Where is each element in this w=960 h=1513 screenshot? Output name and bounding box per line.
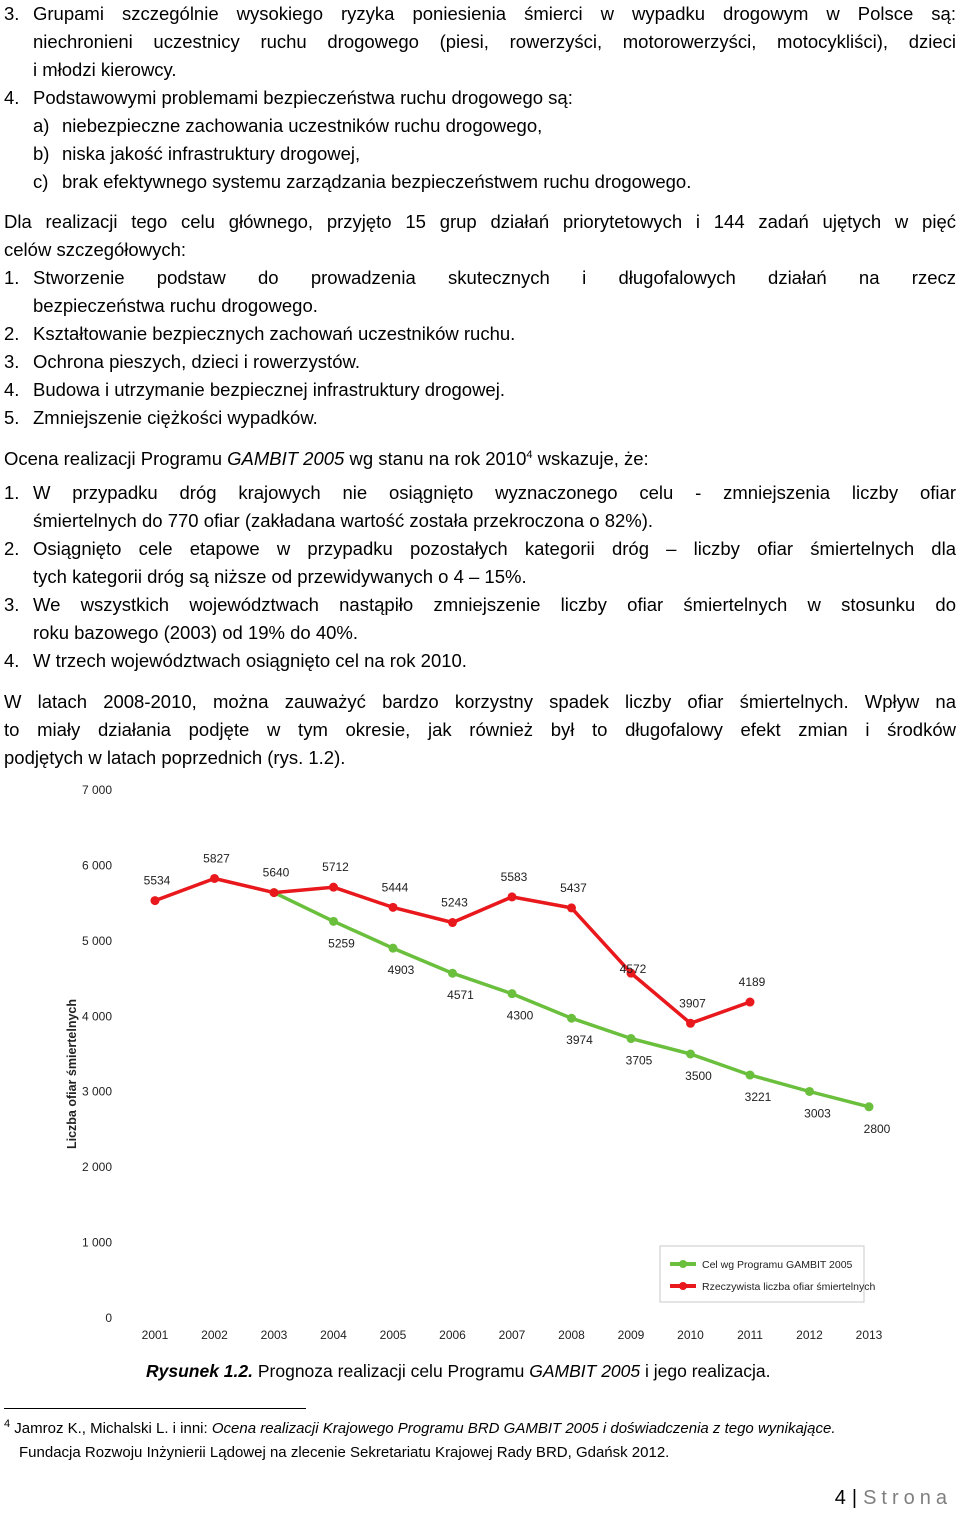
x-tick-label: 2011 bbox=[737, 1328, 763, 1342]
list-number: 2. bbox=[4, 323, 20, 344]
data-point bbox=[567, 903, 576, 912]
legend-swatch-marker bbox=[679, 1260, 687, 1268]
data-point bbox=[448, 969, 457, 978]
sublist-item: niska jakość infrastruktury drogowej, bbox=[62, 143, 361, 164]
summary-line: to miały działania podjęte w tym okresie, jak również był to długofalowy efekt zmian i środków bbox=[4, 719, 956, 740]
y-tick-label: 7 000 bbox=[81, 783, 112, 797]
sublist-marker: a) bbox=[33, 115, 50, 136]
x-tick-label: 2001 bbox=[141, 1328, 169, 1342]
data-point bbox=[686, 1019, 695, 1028]
y-tick-label: 4 000 bbox=[81, 1009, 112, 1024]
legend-swatch-marker bbox=[679, 1282, 687, 1290]
assessment-item: We wszystkich województwach nastąpiło zmniejszenie liczby ofiar śmiertelnych w stosunku do bbox=[33, 594, 956, 615]
fatalities-line-chart bbox=[60, 778, 900, 1348]
data-point bbox=[508, 989, 517, 998]
list-number: 5. bbox=[4, 407, 20, 428]
data-label: 5640 bbox=[262, 865, 290, 880]
data-label: 5437 bbox=[560, 880, 587, 895]
data-point bbox=[329, 917, 338, 926]
sublist-item: brak efektywnego systemu zarządzania bezpieczeństwem ruchu drogowego. bbox=[62, 171, 692, 192]
summary-line: podjętych w latach poprzednich (rys. 1.2). bbox=[4, 747, 346, 768]
footnote-reference: 4 bbox=[526, 448, 533, 461]
goal-item: Ochrona pieszych, dzieci i rowerzystów. bbox=[33, 351, 360, 372]
figure-caption: Rysunek 1.2. Prognoza realizacji celu Programu GAMBIT 2005 i jego realizacja. bbox=[146, 1361, 771, 1381]
footnote-divider bbox=[4, 1408, 306, 1409]
data-point bbox=[389, 944, 398, 953]
data-point bbox=[686, 1050, 695, 1059]
paragraph-line: niechronieni uczestnicy ruchu drogowego (piesi, rowerzyści, motorowerzyści, motocykliści), dzieci bbox=[33, 31, 956, 52]
data-label: 4572 bbox=[619, 962, 647, 977]
assessment-item-continued: tych kategorii dróg są niższe od przewidywanych o 4 – 15%. bbox=[33, 566, 527, 587]
y-tick-label: 1 000 bbox=[81, 1235, 112, 1250]
x-tick-label: 2013 bbox=[855, 1328, 883, 1342]
data-point bbox=[508, 892, 517, 901]
data-label: 3974 bbox=[566, 1033, 593, 1048]
data-label: 4571 bbox=[447, 988, 474, 1003]
x-tick-label: 2006 bbox=[439, 1328, 466, 1342]
goal-item: Stworzenie podstaw do prowadzenia skutecznych i długofalowych działań na rzecz bbox=[33, 267, 956, 288]
y-axis-title: Liczba ofiar śmiertelnych bbox=[65, 998, 79, 1150]
y-tick-label: 3 000 bbox=[81, 1084, 112, 1099]
data-label: 5583 bbox=[500, 869, 528, 884]
x-tick-label: 2005 bbox=[379, 1328, 407, 1342]
x-tick-label: 2003 bbox=[260, 1328, 288, 1342]
footnote-line: $^4$ Jamroz K., Michalski L. i inni: Ocena realizacji Krajowego Programu BRD GAMBIT 2005 i doświadczenia z tego wynikające. bbox=[4, 1418, 836, 1437]
data-point bbox=[389, 903, 398, 912]
data-label: 5444 bbox=[381, 880, 409, 895]
y-tick-label: 2 000 bbox=[81, 1160, 112, 1175]
data-point bbox=[210, 874, 219, 883]
sublist-item: niebezpieczne zachowania uczestników ruchu drogowego, bbox=[62, 115, 543, 136]
assessment-intro: Ocena realizacji Programu GAMBIT 2005 wg stanu na rok 2010$^4$ wskazuje, że: bbox=[4, 448, 649, 469]
x-tick-label: 2008 bbox=[558, 1328, 585, 1342]
figure-label: Rysunek 1.2. bbox=[146, 1361, 253, 1381]
legend-box bbox=[660, 1246, 864, 1302]
data-label: 5712 bbox=[322, 860, 349, 875]
sublist-marker: b) bbox=[33, 143, 50, 164]
data-point bbox=[448, 918, 457, 927]
goal-item: Kształtowanie bezpiecznych zachowań uczestników ruchu. bbox=[33, 323, 516, 344]
x-tick-label: 2002 bbox=[201, 1328, 228, 1342]
y-tick-label: 0 bbox=[105, 1311, 112, 1325]
data-point bbox=[151, 896, 160, 905]
data-point bbox=[865, 1102, 874, 1111]
goal-item-continued: bezpieczeństwa ruchu drogowego. bbox=[33, 295, 318, 316]
x-tick-label: 2007 bbox=[498, 1328, 526, 1342]
paragraph-line: celów szczegółowych: bbox=[4, 239, 186, 260]
summary-line: W latach 2008-2010, można zauważyć bardzo korzystny spadek liczby ofiar śmiertelnych. Wpływ na bbox=[4, 691, 956, 712]
list-number: 3. bbox=[4, 351, 20, 372]
paragraph-line: i młodzi kierowcy. bbox=[33, 59, 177, 80]
list-number: 3. bbox=[4, 594, 20, 615]
series-line bbox=[274, 893, 869, 1107]
assessment-item: Osiągnięto cele etapowe w przypadku pozostałych kategorii dróg – liczby ofiar śmiertelnych dla bbox=[33, 538, 956, 559]
data-label: 3705 bbox=[625, 1053, 653, 1068]
y-tick-label: 5 000 bbox=[81, 933, 112, 948]
list-number: 1. bbox=[4, 482, 20, 503]
data-label: 3221 bbox=[744, 1090, 772, 1105]
data-point bbox=[805, 1087, 814, 1096]
x-tick-label: 2012 bbox=[796, 1328, 823, 1342]
data-label: 3907 bbox=[679, 996, 706, 1011]
data-label: 3500 bbox=[685, 1069, 712, 1083]
paragraph-line: Grupami szczególnie wysokiego ryzyka poniesienia śmierci w wypadku drogowym w Polsce są: bbox=[33, 3, 956, 24]
list-number: 4. bbox=[4, 379, 20, 400]
sublist-marker: c) bbox=[33, 171, 49, 192]
footnote-marker: 4 bbox=[4, 1418, 11, 1430]
data-label: 2800 bbox=[863, 1121, 891, 1136]
paragraph-line: Podstawowymi problemami bezpieczeństwa ruchu drogowego są: bbox=[33, 87, 573, 108]
page-number: 4 | Strona bbox=[834, 1487, 952, 1509]
legend-label: Rzeczywista liczba ofiar śmiertelnych bbox=[702, 1281, 876, 1293]
assessment-item-continued: śmiertelnych do 770 ofiar (zakładana wartość została przekroczona o 82%). bbox=[33, 510, 654, 531]
x-tick-label: 2009 bbox=[617, 1328, 645, 1342]
data-label: 4300 bbox=[506, 1008, 534, 1023]
data-point bbox=[329, 883, 338, 892]
data-label: 5827 bbox=[203, 851, 230, 866]
data-label: 5534 bbox=[143, 873, 171, 888]
data-label: 4189 bbox=[738, 975, 766, 990]
x-tick-label: 2010 bbox=[677, 1328, 704, 1342]
list-number: 3. bbox=[4, 3, 20, 24]
assessment-item: W przypadku dróg krajowych nie osiągnięto wyznaczonego celu - zmniejszenia liczby ofiar bbox=[33, 482, 956, 503]
list-number: 1. bbox=[4, 267, 20, 288]
data-point bbox=[746, 1071, 755, 1080]
x-tick-label: 2004 bbox=[320, 1328, 347, 1342]
data-label: 5259 bbox=[328, 936, 355, 951]
footnote-line: Fundacja Rozwoju Inżynierii Lądowej na zlecenie Sekretariatu Krajowej Rady BRD, Gdańsk 2012. bbox=[19, 1444, 670, 1461]
paragraph-line: Dla realizacji tego celu głównego, przyjęto 15 grup działań priorytetowych i 144 zadań ujętych w pięć bbox=[4, 211, 956, 232]
assessment-item-continued: roku bazowego (2003) od 19% do 40%. bbox=[33, 622, 358, 643]
data-point bbox=[627, 1034, 636, 1043]
data-point bbox=[567, 1014, 576, 1023]
assessment-item: W trzech województwach osiągnięto cel na rok 2010. bbox=[33, 650, 467, 671]
list-number: 4. bbox=[4, 87, 20, 108]
data-label: 5243 bbox=[441, 895, 468, 910]
data-label: 4903 bbox=[387, 963, 415, 978]
list-number: 4. bbox=[4, 650, 20, 671]
goal-item: Budowa i utrzymanie bezpiecznej infrastruktury drogowej. bbox=[33, 379, 505, 400]
data-label: 3003 bbox=[804, 1106, 831, 1121]
legend-label: Cel wg Programu GAMBIT 2005 bbox=[702, 1259, 853, 1271]
goal-item: Zmniejszenie ciężkości wypadków. bbox=[33, 407, 318, 428]
y-tick-label: 6 000 bbox=[81, 858, 112, 873]
data-point bbox=[746, 998, 755, 1007]
data-point bbox=[270, 888, 279, 897]
list-number: 2. bbox=[4, 538, 20, 559]
